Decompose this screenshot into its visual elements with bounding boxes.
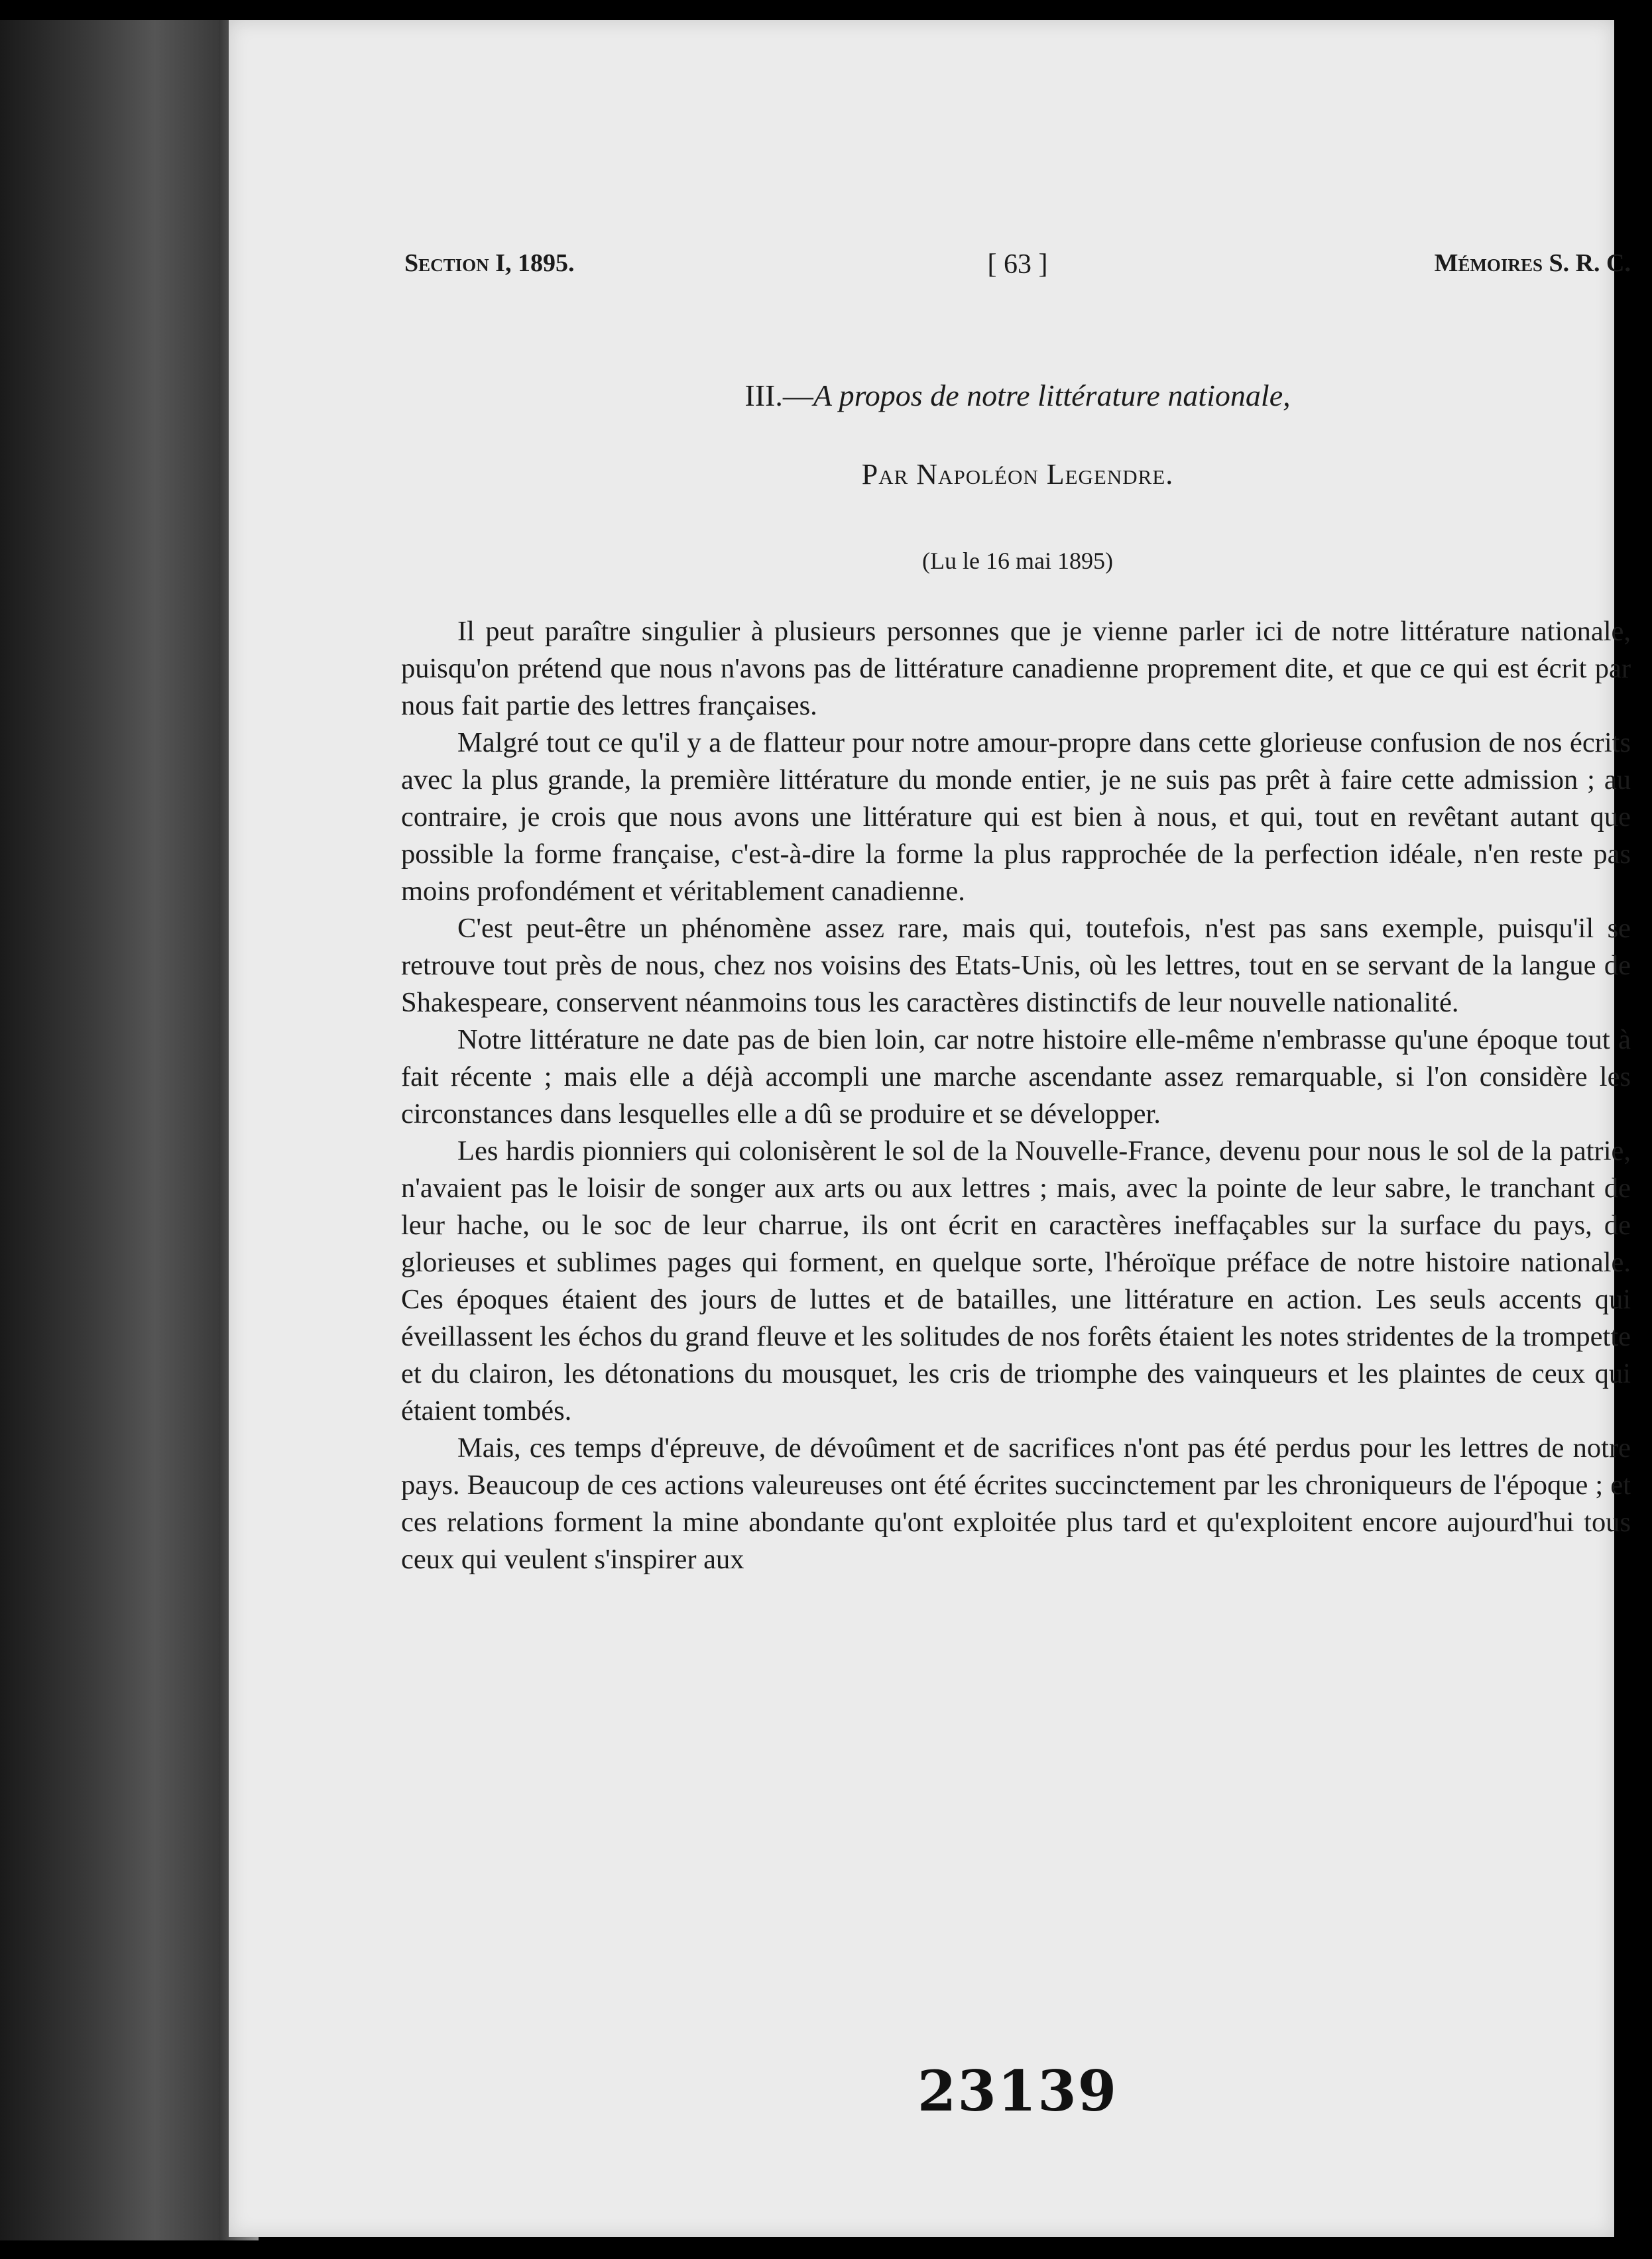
torn-page-edge [0, 20, 259, 2240]
article-number: III.— [744, 378, 813, 412]
running-header [404, 249, 1631, 288]
article-title-text: A propos de notre littérature nationale, [813, 378, 1291, 412]
author-line: Par Napoléon Legendre. [861, 458, 1174, 491]
body-text [401, 613, 1631, 1578]
paragraph: Les hardis pionniers qui colonisèrent le sol de la Nouvelle-France, devenu pour nous le sol de la patrie, n'avaient pas le loisir de songer aux arts ou aux lettres ; mais, avec la pointe de leur sabre, le tranchant de leur hache, ou le soc de leur charrue, ils ont écrit en caractères ineffaçables sur la surface du pays, de glorieuses et sublimes pages qui forment, en quelque sorte, l'héroïque préface de notre histoire nationale. Ces époques étaient des jours de luttes et de batailles, une littérature en action. Les seuls accents qui éveillassent les échos du grand fleuve et les solitudes de nos forêts étaient les notes stridentes de la trompette et du clairon, les détonations du mousquet, les cris de triomphe des vainqueurs et les plaintes de ceux qui étaient tombés. [401, 1135, 1631, 1426]
paragraph: Il peut paraître singulier à plusieurs personnes que je vienne parler ici de notre littérature nationale, puisqu'on prétend que nous n'avons pas de littérature canadienne proprement dite, et que ce qui est écrit par nous fait partie des lettres françaises. [401, 616, 1631, 721]
page-number: [ 63 ] [987, 249, 1048, 280]
paragraph: Notre littérature ne date pas de bien loin, car notre histoire elle-même n'embrasse qu'une époque tout à fait récente ; mais elle a déjà accompli une marche ascendante assez remarquable, si l'on considère les circonstances dans lesquelles elle a dû se produire et se développer. [401, 1024, 1631, 1130]
header-journal: Mémoires S. R. C. [1434, 249, 1631, 277]
header-section: Section I, 1895. [404, 249, 575, 277]
article-title [404, 378, 1631, 413]
document-page [229, 20, 1631, 2237]
paragraph: C'est peut-être un phénomène assez rare, mais qui, toutefois, n'est pas sans exemple, puisqu'il se retrouve tout près de nous, chez nos voisins des Etats-Unis, où les lettres, tout en se servant de la langue de Shakespeare, conservent néanmoins tous les caractères distinctifs de leur nouvelle nationalité. [401, 913, 1631, 1018]
paragraph: Mais, ces temps d'épreuve, de dévoûment et de sacrifices n'ont pas été perdus pour les lettres de notre pays. Beaucoup de ces actions valeureuses ont été écrites succinctement par les chroniqueurs de l'époque ; et ces relations forment la mine abondante qu'ont exploitée plus tard et qu'exploitent encore aujourd'hui tous ceux qui veulent s'inspirer aux [401, 1432, 1631, 1575]
read-date: (Lu le 16 mai 1895) [922, 548, 1113, 574]
paragraph: Malgré tout ce qu'il y a de flatteur pour notre amour-propre dans cette glorieuse confusion de nos écrits avec la plus grande, la première littérature du monde entier, je ne suis pas prêt à faire cette admission ; au contraire, je crois que nous avons une littérature qui est bien à nous, et qui, tout en revêtant autant que possible la forme française, c'est-à-dire la forme la plus rapprochée de la perfection idéale, n'en reste pas moins profondément et véritablement canadienne. [401, 727, 1631, 907]
archive-number: 23139 [917, 2058, 1118, 2124]
